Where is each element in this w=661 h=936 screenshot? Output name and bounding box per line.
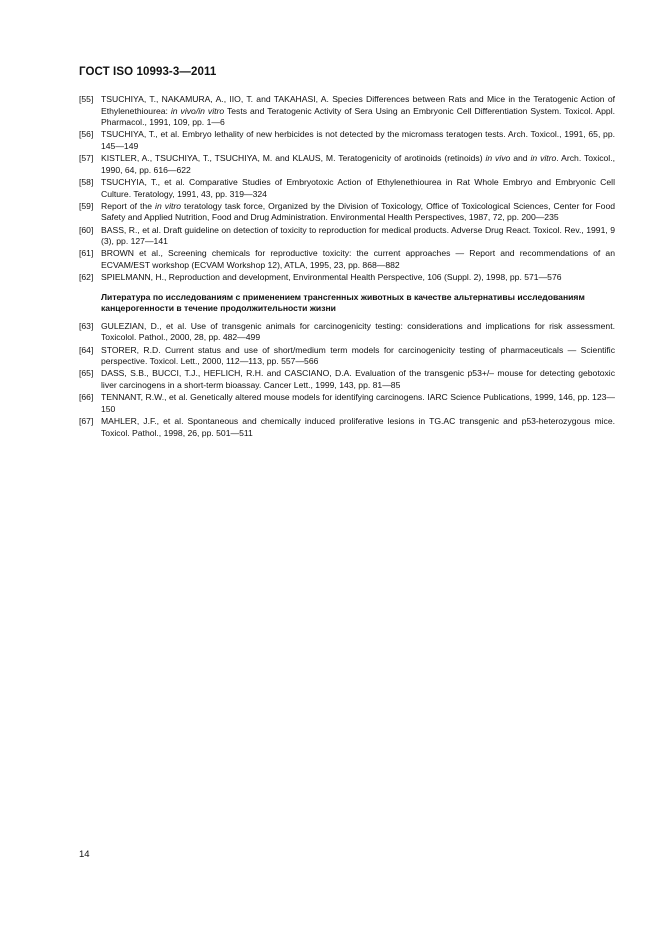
reference-text-part: BASS, R., et al. Draft guideline on detection of toxicity to reproduction for medical products. Adverse Drug React. Toxicol. Rev., 1991, 9 (3), pp. 127—141: [101, 224, 615, 247]
reference-number: [65]: [79, 368, 94, 379]
reference-text: [101, 153, 615, 176]
reference-text-part: BROWN et al., Screening chemicals for reproductive toxicity: the current approaches — Report and recommendations of an ECVAM/EST workshop (ECVAM Workshop 12), ATLA, 1995, 23, pp. 868—882: [101, 248, 615, 270]
reference-entry: [79, 201, 615, 224]
reference-text: [101, 321, 615, 344]
reference-text: [101, 248, 615, 271]
reference-list: [79, 94, 615, 440]
reference-number: [62]: [79, 272, 94, 283]
reference-text-part: and: [510, 153, 531, 164]
reference-group-a: [79, 94, 615, 284]
reference-text: [101, 94, 615, 129]
reference-number: [57]: [79, 153, 94, 164]
reference-number: [66]: [79, 392, 94, 403]
reference-entry: [79, 248, 615, 271]
reference-text-part: . Arch. Toxicol., 1990, 64, pp. 616—622: [101, 153, 615, 175]
reference-entry: [79, 94, 615, 129]
reference-text-part: TSUCHYIA, T., et al. Comparative Studies of Embryotoxic Action of Ethylenethiourea in Rat Whole Embryo and Embryonic Cell Culture. Teratology, 1991, 43, pp. 319—324: [101, 176, 615, 199]
reference-text-part: STORER, R.D. Current status and use of short/medium term models for carcinogenicity testing of pharmaceuticals — Scientific perspective. Toxicol. Lett., 2000, 112—113, pp. 557—566: [101, 344, 615, 367]
reference-entry: [79, 392, 615, 415]
reference-text-part: TSUCHIYA, T., et al. Embryo lethality of new herbicides is not detected by the micromass teratogen tests. Arch. Toxicol., 1991, 65, pp. 145—149: [101, 129, 615, 151]
reference-text: [101, 177, 615, 200]
reference-text-part: SPIELMANN, H., Reproduction and development, Environmental Health Perspective, 106 (Suppl. 2), 1998, pp. 571—576: [101, 272, 562, 283]
reference-text: [101, 345, 615, 368]
reference-number: [56]: [79, 129, 94, 140]
reference-text: [101, 225, 615, 248]
reference-text-part: Report of the: [101, 200, 156, 211]
section-heading: Литература по исследованиям с применением трансгенных животных в качестве альтернативы исследованиям канцерогенности в течение продолжительности жизни: [101, 291, 585, 314]
reference-number: [59]: [79, 200, 94, 211]
reference-entry: [79, 368, 615, 391]
reference-entry: [79, 321, 615, 344]
reference-entry: [79, 153, 615, 176]
reference-number: [60]: [79, 224, 94, 235]
document-header: ГОСТ ISO 10993-3—2011: [79, 66, 217, 78]
reference-text-part: MAHLER, J.F., et al. Spontaneous and chemically induced proliferative lesions in TG.AC transgenic and p53-heterozygous mice. Toxicol. Pathol., 1998, 26, pp. 501—511: [101, 415, 615, 438]
reference-number: [61]: [79, 248, 94, 259]
reference-entry: [79, 416, 615, 439]
reference-italic-text: in vivo: [485, 153, 511, 164]
reference-number: [64]: [79, 344, 94, 355]
reference-text-part: KISTLER, A., TSUCHIYA, T., TSUCHIYA, M. and KLAUS, M. Teratogenicity of arotinoids (retinoids): [101, 153, 486, 164]
reference-italic-text: in vivo/in vitro: [170, 105, 225, 116]
reference-text-part: TSUCHIYA, T., NAKAMURA, A., IIO, T. and TAKAHASI, A. Species Differences between Rats and Mice in the Teratogenic Action of Ethylenethiourea:: [101, 94, 615, 116]
reference-text: [101, 416, 615, 439]
reference-entry: [79, 129, 615, 152]
reference-text: [101, 201, 615, 224]
reference-text-part: teratology task force, Organized by the Division of Toxicology, Office of Toxicological Sciences, Center for Food Safety and Applied Nutrition, Food and Drug Administration. Environmental Health Perspectives, 1987, 72, pp. 200—235: [101, 200, 616, 223]
reference-entry: [79, 177, 615, 200]
reference-number: [55]: [79, 94, 94, 104]
reference-group-b: [79, 321, 615, 439]
reference-entry: [79, 225, 615, 248]
reference-italic-text: in vitro: [155, 200, 182, 211]
reference-text-part: TENNANT, R.W., et al. Genetically altered mouse models for identifying carcinogens. IARC Science Publications, 1999, 146, pp. 123—150: [101, 392, 615, 414]
reference-entry: [79, 345, 615, 368]
reference-text-part: GULEZIAN, D., et al. Use of transgenic animals for carcinogenicity testing: considerations and implications for risk assessment. Toxicolol. Pathol., 2000, 28, pp. 482—499: [101, 320, 615, 343]
reference-text-part: DASS, S.B., BUCCI, T.J., HEFLICH, R.H. and CASCIANO, D.A. Evaluation of the transgenic p53+/– mouse for detecting gebotoxic liver carcinogens in a short-term bioassay. Cancer Lett., 1999, 143, pp. 81—85: [101, 368, 615, 390]
reference-italic-text: in vitro: [530, 153, 557, 164]
reference-text: [101, 272, 615, 284]
reference-text: [101, 129, 615, 152]
page-number: 14: [79, 849, 90, 860]
reference-number: [63]: [79, 320, 94, 331]
reference-entry: [79, 272, 615, 284]
reference-text: [101, 368, 615, 391]
reference-text-part: Tests and Teratogenic Activity of Sera Using an Embryonic Cell Differentiation System. Toxicol. Appl. Pharmacol., 1991, 109, pp. 1—6: [101, 105, 615, 128]
reference-number: [58]: [79, 176, 94, 187]
reference-number: [67]: [79, 415, 94, 426]
reference-text: [101, 392, 615, 415]
